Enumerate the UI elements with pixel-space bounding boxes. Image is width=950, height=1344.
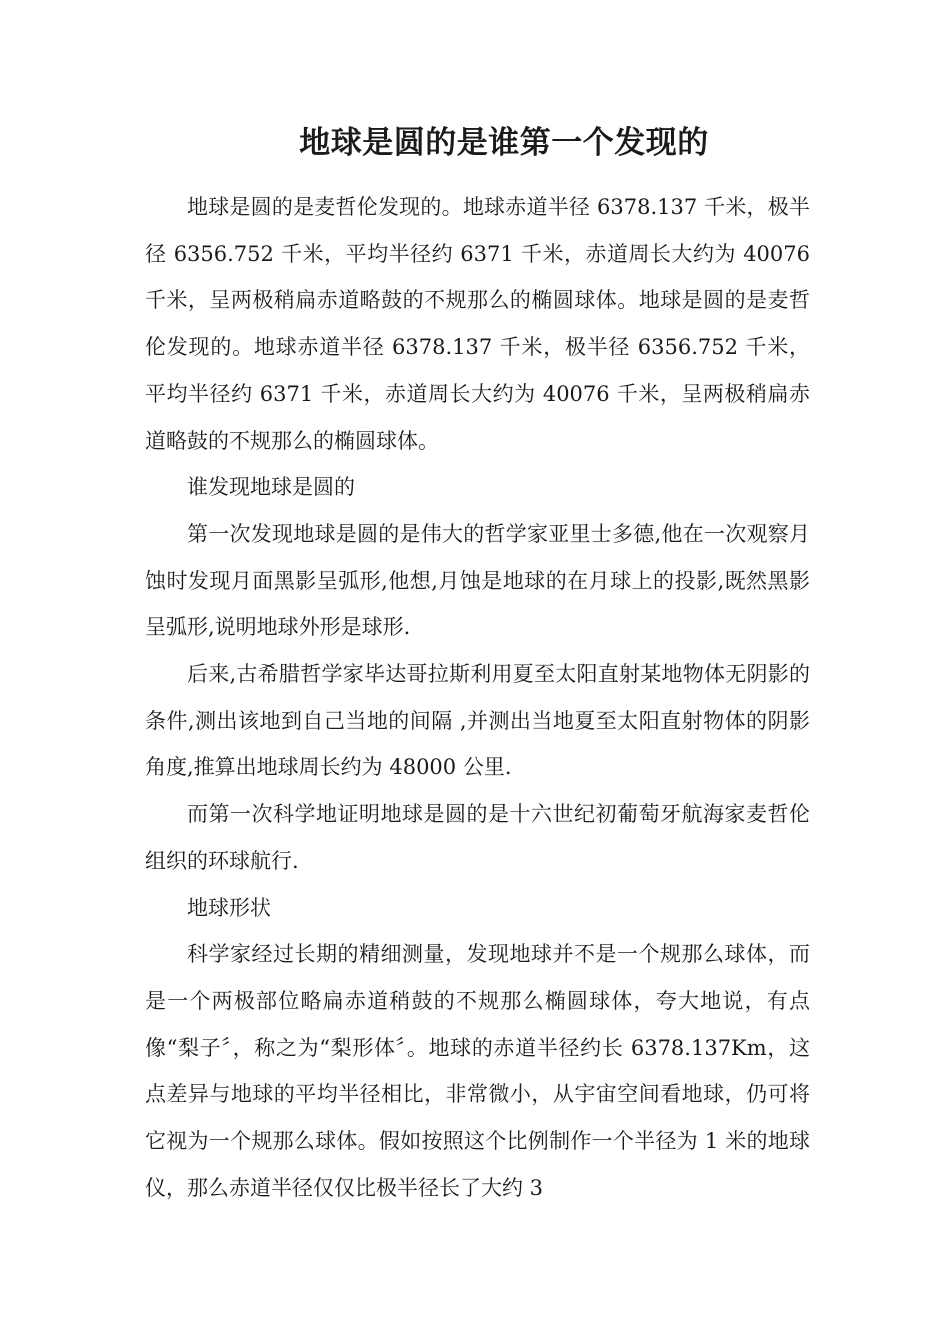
paragraph-earth-shape: 科学家经过长期的精细测量，发现地球并不是一个规那么球体，而是一个两极部位略扁赤道稍鼓的不规那么椭圆球体，夸大地说，有点像“梨子〞，称之为“梨形体〞。地球的赤道半径约长 6378.137Km，这点差异与地球的平均半径相比，非常微小，从宇宙空间看地球，仍可将它视为一个规那么球体。假如按照这个比例制作一个半径为 1 米的地球仪，那么赤道半径仅仅比极半径长了大约 3 — [145, 942, 810, 1200]
section-heading-earth-shape: 地球形状 — [187, 895, 271, 920]
paragraph-intro: 地球是圆的是麦哲伦发现的。地球赤道半径 6378.137 千米，极半径 6356.752 千米，平均半径约 6371 千米，赤道周长大约为 40076 千米，呈两极稍扁赤道略鼓的不规那么的椭圆球体。地球是圆的是麦哲伦发现的。地球赤道半径 6378.137 千米，极半径 6356.752 千米，平均半径约 6371 千米，赤道周长大约为 40076 千米，呈两极稍扁赤道略鼓的不规那么的椭圆球体。 — [145, 195, 810, 453]
paragraph-aristotle: 第一次发现地球是圆的是伟大的哲学家亚里士多德,他在一次观察月蚀时发现月面黑影呈弧形,他想,月蚀是地球的在月球上的投影,既然黑影呈弧形,说明地球外形是球形. — [145, 521, 810, 640]
paragraph-magellan: 而第一次科学地证明地球是圆的是十六世纪初葡萄牙航海家麦哲伦组织的环球航行. — [145, 802, 810, 873]
paragraph-pythagoras: 后来,古希腊哲学家毕达哥拉斯利用夏至太阳直射某地物体无阴影的条件,测出该地到自己当地的间隔 ,并测出当地夏至太阳直射物体的阴影角度,推算出地球周长约为 48000 公里. — [145, 662, 810, 780]
section-heading-discoverer: 谁发现地球是圆的 — [187, 475, 355, 500]
document-body — [145, 184, 810, 1211]
document-title: 地球是圆的是谁第一个发现的 — [299, 125, 709, 161]
